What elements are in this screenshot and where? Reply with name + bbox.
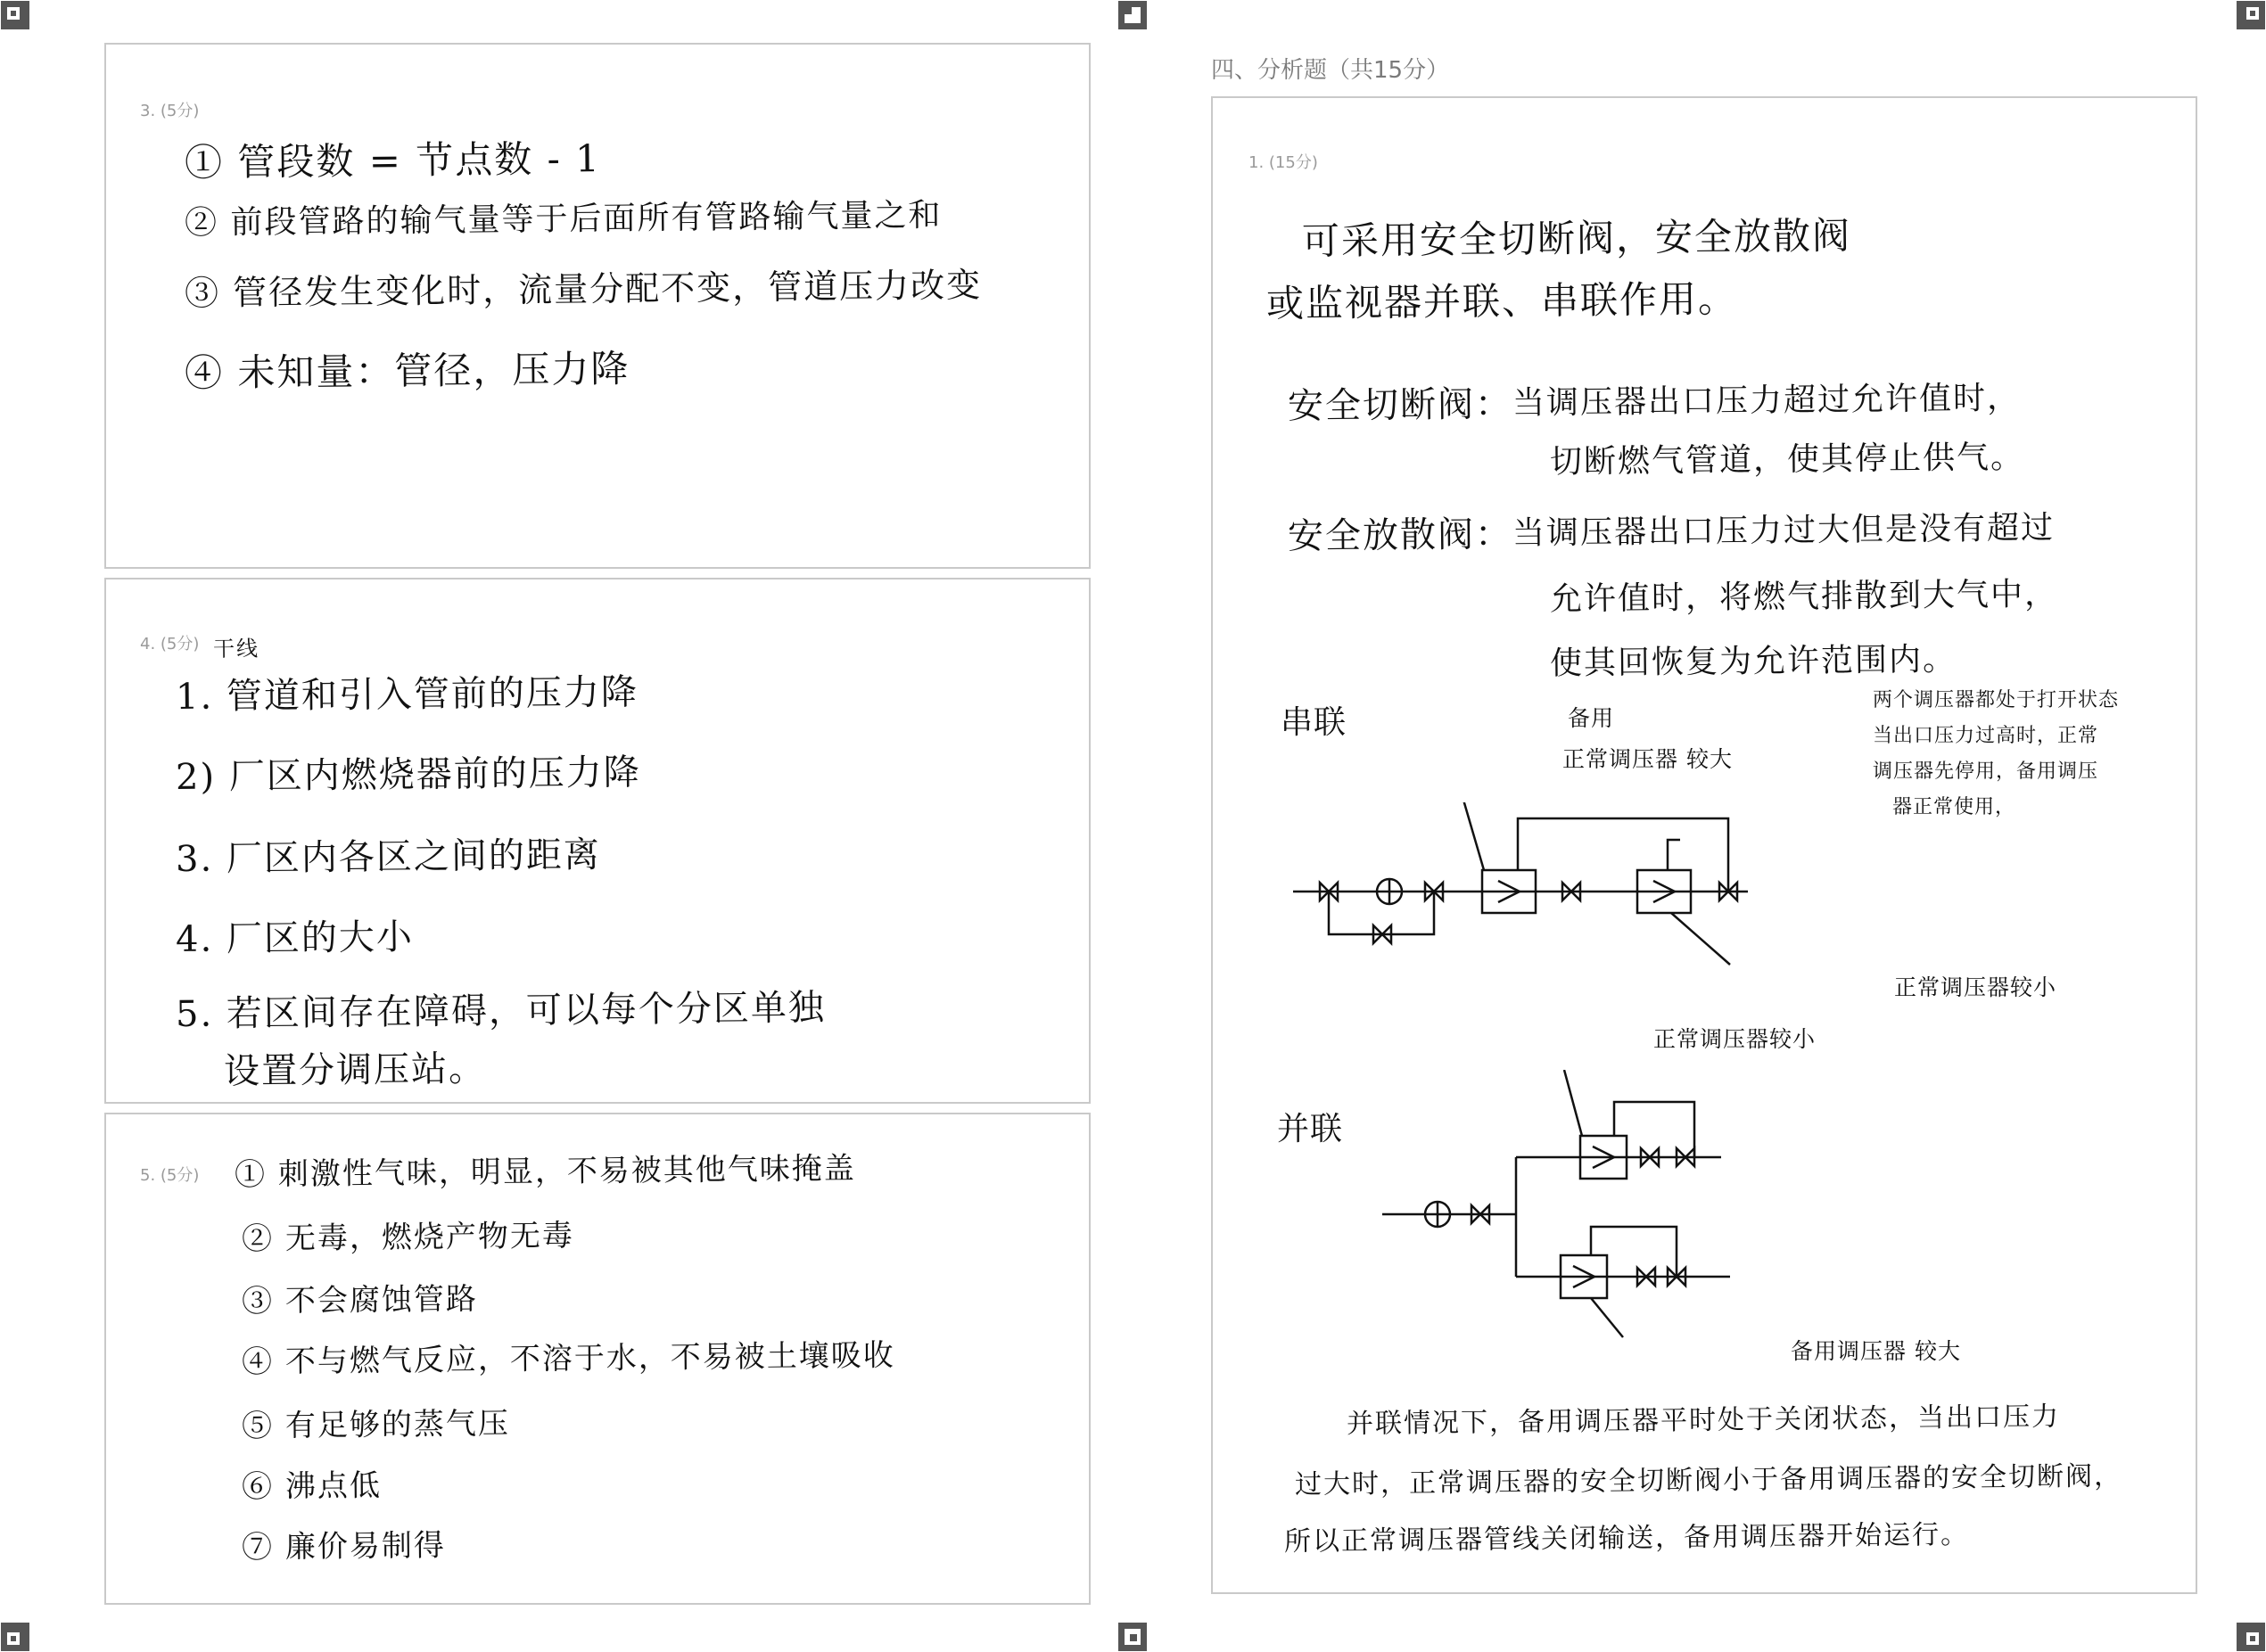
parallel-label: 并联 bbox=[1277, 1111, 1344, 1147]
answer-box-q3 bbox=[104, 43, 1091, 569]
series-connection-diagram bbox=[1284, 802, 1819, 972]
answer-line-q5-4: ④ 不与燃气反应，不溶于水，不易被土壤吸收 bbox=[241, 1337, 896, 1380]
conclusion-line-1: 并联情况下，备用调压器平时处于关闭状态，当出口压力 bbox=[1346, 1401, 2061, 1440]
answer-insert-q4: 干线 bbox=[212, 636, 260, 662]
question-label-analysis-q1: 1. (15分) bbox=[1248, 153, 1318, 172]
series-note-line-3: 调压器先停用，备用调压 bbox=[1873, 760, 2099, 783]
answer-line-q4-6: 设置分调压站。 bbox=[223, 1048, 487, 1092]
question-label-q5: 5. (5分) bbox=[140, 1166, 200, 1185]
series-label: 串联 bbox=[1281, 704, 1347, 741]
parallel-connection-diagram bbox=[1373, 1070, 1873, 1355]
answer-line-q3-1: ① 管段数 = 节点数 - 1 bbox=[184, 136, 602, 185]
answer-line-q3-3: ③ 管径发生变化时，流量分配不变，管道压力改变 bbox=[184, 265, 983, 313]
answer-line-q5-3: ③ 不会腐蚀管路 bbox=[241, 1281, 479, 1319]
parallel-backup-regulator-label: 备用调压器 较大 bbox=[1791, 1338, 1961, 1364]
intro-line-1: 可采用安全切断阀，安全放散阀 bbox=[1301, 213, 1852, 263]
parallel-normal-regulator-label: 正常调压器较小 bbox=[1653, 1026, 1817, 1052]
corner-marker-top-right bbox=[2236, 0, 2266, 30]
question-label-q4: 4. (5分) bbox=[140, 635, 200, 653]
corner-marker-top-left bbox=[0, 0, 30, 30]
answer-box-analysis-q1 bbox=[1211, 96, 2197, 1594]
section-title: 四、分析题（共15分） bbox=[1211, 57, 1450, 84]
relief-valve-term: 安全放散阀： bbox=[1287, 514, 1513, 557]
series-note-line-2: 当出口压力过高时，正常 bbox=[1873, 725, 2099, 747]
corner-marker-bottom-center bbox=[1117, 1622, 1148, 1652]
answer-line-q5-6: ⑥ 沸点低 bbox=[241, 1467, 383, 1505]
cutoff-valve-line-2: 切断燃气管道，使其停止供气。 bbox=[1549, 439, 2025, 481]
answer-line-q5-7: ⑦ 廉价易制得 bbox=[241, 1527, 447, 1566]
corner-marker-bottom-right bbox=[2236, 1622, 2266, 1652]
corner-marker-top-center bbox=[1117, 0, 1148, 30]
answer-line-q4-4: 4. 厂区的大小 bbox=[175, 916, 415, 960]
answer-line-q4-2: 2) 厂区内燃烧器前的压力降 bbox=[175, 752, 642, 798]
series-regulator-small-label: 正常调压器较小 bbox=[1894, 974, 2057, 1000]
series-backup-label: 备用 bbox=[1568, 705, 1615, 731]
corner-marker-bottom-left bbox=[0, 1622, 30, 1652]
answer-line-q5-2: ② 无毒，燃烧产物无毒 bbox=[241, 1218, 575, 1257]
answer-box-q4 bbox=[104, 578, 1091, 1104]
cutoff-valve-term: 安全切断阀： bbox=[1287, 383, 1513, 427]
answer-line-q4-3: 3. 厂区内各区之间的距离 bbox=[175, 834, 602, 880]
answer-line-q4-5: 5. 若区间存在障碍，可以每个分区单独 bbox=[175, 987, 827, 1035]
conclusion-line-2: 过大时，正常调压器的安全切断阀小于备用调压器的安全切断阀， bbox=[1294, 1460, 2123, 1500]
answer-box-q5 bbox=[104, 1113, 1091, 1605]
series-regulator-large-label: 正常调压器 较大 bbox=[1562, 746, 1733, 772]
relief-valve-line-2: 允许值时，将燃气排散到大气中， bbox=[1549, 576, 2059, 618]
cutoff-valve-line-1: 当调压器出口压力超过允许值时， bbox=[1512, 380, 2022, 422]
answer-line-q3-2: ② 前段管路的输气量等于后面所有管路输气量之和 bbox=[184, 197, 943, 242]
relief-valve-line-3: 使其回恢复为允许范围内。 bbox=[1549, 641, 1957, 682]
answer-line-q4-1: 1. 管道和引入管前的压力降 bbox=[175, 671, 639, 718]
series-note-line-1: 两个调压器都处于打开状态 bbox=[1873, 689, 2120, 711]
question-label-q3: 3. (5分) bbox=[140, 102, 200, 120]
answer-line-q5-1: ① 刺激性气味，明显，不易被其他气味掩盖 bbox=[234, 1150, 857, 1193]
relief-valve-line-1: 当调压器出口压力过大但是没有超过 bbox=[1512, 509, 2056, 552]
intro-line-2: 或监视器并联、串联作用。 bbox=[1265, 276, 1738, 325]
conclusion-line-3: 所以正常调压器管线关闭输送，备用调压器开始运行。 bbox=[1283, 1518, 1970, 1557]
series-note-line-4: 器正常使用， bbox=[1892, 796, 2016, 818]
answer-line-q5-5: ⑤ 有足够的蒸气压 bbox=[241, 1405, 511, 1444]
answer-line-q3-4: ④ 未知量：管径，压力降 bbox=[184, 346, 630, 395]
